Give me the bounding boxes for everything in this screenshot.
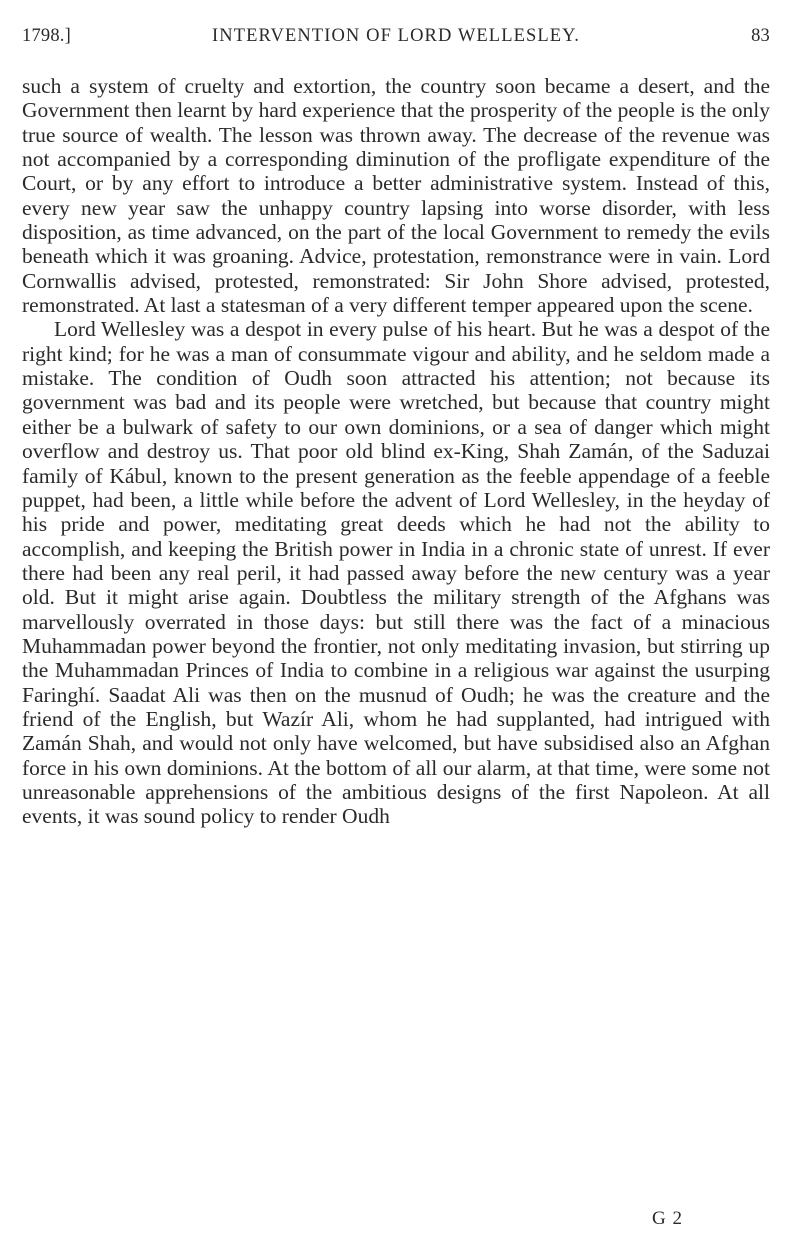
paragraph: such a system of cruelty and extortion, the country soon became a desert, and the Government then learnt by hard experience that the prosperity of the people is the only true source of wealth. The lesson was thrown away. The decrease of the revenue was not accompanied by a corresponding diminution of the profligate expenditure of the Court, or by any effort to introduce a better administrative system. Instead of this, every new year saw the unhappy country lapsing into worse disorder, with less disposition, as time advanced, on the part of the local Government to remedy the evils beneath which it was groaning. Advice, protestation, remonstrance were in vain. Lord Cornwallis advised, protested, remonstrated: Sir John Shore advised, protested, remonstrated. At last a statesman of a very different temper appeared upon the scene.: [22, 74, 770, 318]
body-text: [22, 74, 770, 829]
running-head: [22, 26, 770, 56]
paragraph: Lord Wellesley was a despot in every pulse of his heart. But he was a despot of the right kind; for he was a man of consummate vigour and ability, and he seldom made a mistake. The condition of Oudh soon attracted his attention; not because its government was bad and its people were wretched, but because that country might either be a bulwark of safety to our own dominions, or a sea of danger which might overflow and destroy us. That poor old blind ex-King, Shah Zamán, of the Saduzai family of Kábul, known to the present generation as the feeble appendage of a feeble puppet, had been, a little while before the advent of Lord Wellesley, in the heyday of his pride and power, meditating great deeds which he had not the ability to accomplish, and keeping the British power in India in a chronic state of unrest. If ever there had been any real peril, it had passed away before the new century was a year old. But it might arise again. Doubtless the military strength of the Afghans was marvellously overrated in those days: but still there was the fact of a minacious Muhammadan power beyond the frontier, not only meditating invasion, but stirring up the Muhammadan Princes of India to combine in a religious war against the usurping Faringhí. Saadat Ali was then on the musnud of Oudh; he was the creature and the friend of the English, but Wazír Ali, whom he had supplanted, had intrigued with Zamán Shah, and would not only have welcomed, but have subsidised also an Afghan force in his own dominions. At the bottom of all our alarm, at that time, were some not unreasonable apprehensions of the ambitious designs of the first Napoleon. At all events, it was sound policy to render Oudh: [22, 317, 770, 829]
chapter-title: INTERVENTION OF LORD WELLESLEY.: [212, 26, 580, 46]
page-number: 83: [751, 26, 770, 46]
header-year: 1798.]: [22, 26, 71, 46]
signature-mark: G 2: [652, 1208, 683, 1229]
